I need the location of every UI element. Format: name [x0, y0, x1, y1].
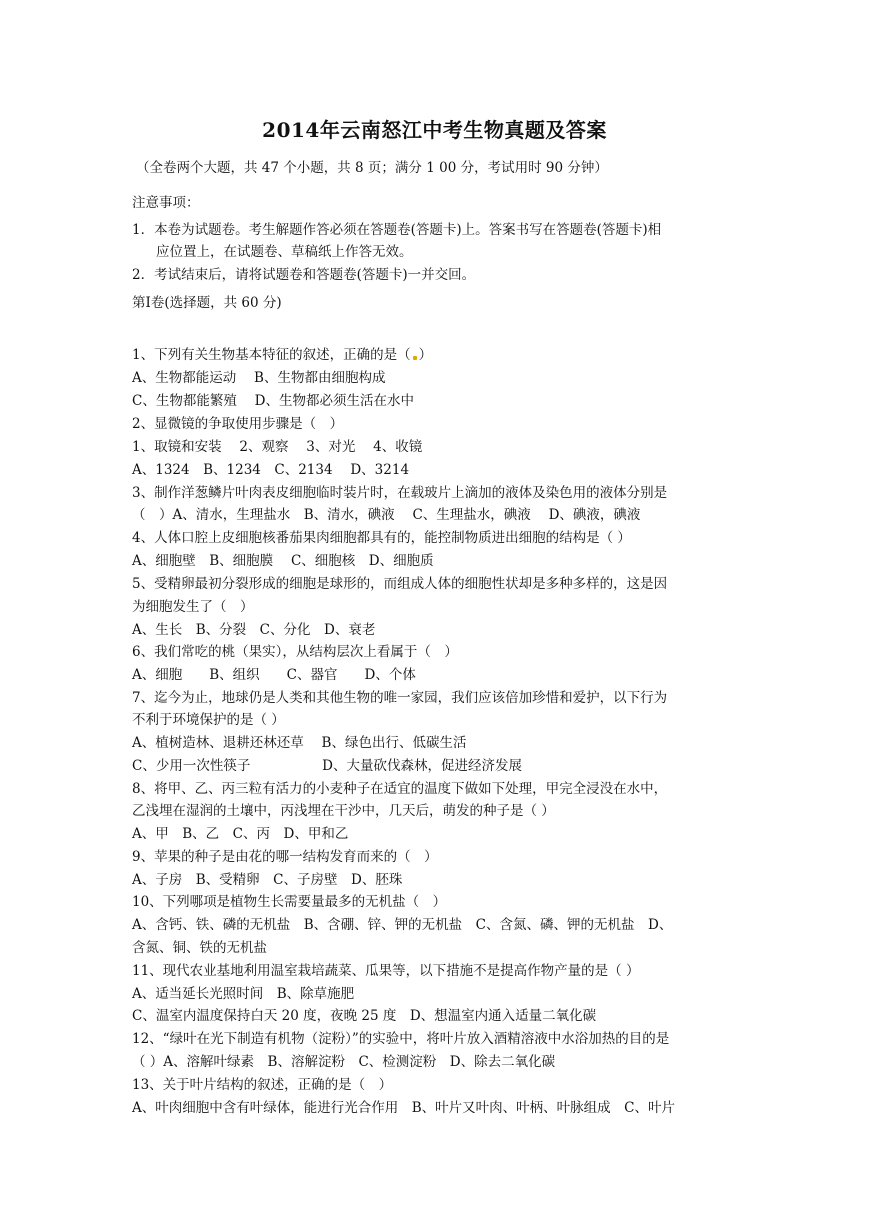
question-12-line-1: 12、“绿叶在光下制造有机物（淀粉）”的实验中，将叶片放入酒精溶液中水浴加热的目的是 [132, 1031, 670, 1047]
note-1-line-1: 1．本卷为试题卷。考生解题作答必须在答题卷(答题卡)上。答案书写在答题卷(答题卡)相 [132, 222, 662, 238]
question-12-line-2: （ ）A、溶解叶绿素 B、溶解淀粉 C、检测淀粉 D、除去二氧化碳 [132, 1054, 556, 1070]
question-11-stem: 11、现代农业基地利用温室栽培蔬菜、瓜果等，以下措施不是提高作物产量的是（ ） [132, 963, 640, 979]
question-7-options-ab: A、植树造林、退耕还林还草 B、绿色出行、低碳生活 [132, 735, 467, 751]
question-7-line-2: 不利于环境保护的是（ ） [132, 712, 285, 728]
note-2: 2．考试结束后，请将试题卷和答题卷(答题卡)一并交回。 [132, 267, 476, 283]
question-8-options: A、甲 B、乙 C、丙 D、甲和乙 [132, 826, 349, 842]
question-8-line-2: 乙浅埋在湿润的土壤中，丙浅埋在干沙中，几天后，萌发的种子是（ ） [132, 803, 555, 819]
question-5-line-1: 5、受精卵最初分裂形成的细胞是球形的，而组成人体的细胞性状却是多种多样的，这是因 [132, 576, 668, 592]
exam-info: （全卷两个大题，共 47 个小题，共 8 页；满分 1 00 分，考试用时 90 分钟） [136, 160, 608, 176]
question-5-options: A、生长 B、分裂 C、分化 D、衰老 [132, 622, 376, 638]
question-7-line-1: 7、迄今为止，地球仍是人类和其他生物的唯一家园，我们应该倍加珍惜和爱护，以下行为 [132, 690, 668, 706]
question-6-options: A、细胞 B、组织 C、器官 D、个体 [132, 667, 416, 683]
question-1-stem [132, 346, 432, 364]
question-13-stem: 13、关于叶片结构的叙述，正确的是（ ） [132, 1077, 393, 1093]
mark-dot-icon [413, 356, 417, 360]
question-2-steps: 1、取镜和安装 2、观察 3、对光 4、收镜 [132, 439, 423, 455]
page-title: 2014年云南怒江中考生物真题及答案 [262, 118, 607, 142]
question-6-stem: 6、我们常吃的桃（果实），从结构层次上看属于（ ） [132, 644, 458, 660]
question-2-options: A、1324 B、1234 C、2134 D、3214 [132, 462, 410, 478]
question-1-stem-close: ） [418, 347, 433, 363]
question-10-options-line-2: 含氮、铜、铁的无机盐 [132, 940, 267, 956]
question-5-line-2: 为细胞发生了（ ） [132, 599, 254, 615]
question-10-options-line-1: A、含钙、铁、磷的无机盐 B、含硼、锌、钾的无机盐 C、含氮、磷、钾的无机盐 D、 [132, 917, 673, 933]
question-9-options: A、子房 B、受精卵 C、子房壁 D、胚珠 [132, 872, 403, 888]
notes-heading: 注意事项： [132, 195, 200, 211]
question-1-options-ab: A、生物都能运动 B、生物都由细胞构成 [132, 370, 386, 386]
question-1-stem-text: 1、下列有关生物基本特征的叙述，正确的是（ [132, 347, 411, 363]
section-heading: 第Ⅰ卷(选择题，共 60 分) [132, 295, 282, 311]
note-1-line-2: 应位置上，在试题卷、草稿纸上作答无效。 [156, 244, 413, 260]
question-3-line-1: 3、制作洋葱鳞片叶肉表皮细胞临时装片时，在载玻片上滴加的液体及染色用的液体分别是 [132, 485, 668, 501]
question-4-stem: 4、人体口腔上皮细胞核番茄果肉细胞都具有的，能控制物质进出细胞的结构是（ ） [132, 530, 631, 546]
question-9-stem: 9、苹果的种子是由花的哪一结构发育而来的（ ） [132, 849, 438, 865]
question-8-line-1: 8、将甲、乙、丙三粒有活力的小麦种子在适宜的温度下做如下处理，甲完全浸没在水中， [132, 781, 668, 797]
question-4-options: A、细胞壁 B、细胞膜 C、细胞核 D、细胞质 [132, 553, 434, 569]
question-11-options-ab: A、适当延长光照时间 B、除草施肥 [132, 986, 355, 1002]
question-11-options-cd: C、温室内温度保持白天 20 度，夜晚 25 度 D、想温室内通入适量二氧化碳 [132, 1008, 597, 1024]
question-2-stem: 2、显微镜的争取使用步骤是（ ） [132, 416, 344, 432]
question-1-options-cd: C、生物都能繁殖 D、生物都必须生活在水中 [132, 393, 414, 409]
question-3-line-2: （ ）A、清水，生理盐水 B、清水，碘液 C、生理盐水，碘液 D、碘液，碘液 [132, 507, 641, 523]
question-7-options-cd: C、少用一次性筷子 D、大量砍伐森林，促进经济发展 [132, 758, 522, 774]
question-10-stem: 10、下列哪项是植物生长需要量最多的无机盐（ ） [132, 894, 447, 910]
question-13-options-line-1: A、叶肉细胞中含有叶绿体，能进行光合作用 B、叶片又叶肉、叶柄、叶脉组成 C、叶片 [132, 1100, 675, 1116]
